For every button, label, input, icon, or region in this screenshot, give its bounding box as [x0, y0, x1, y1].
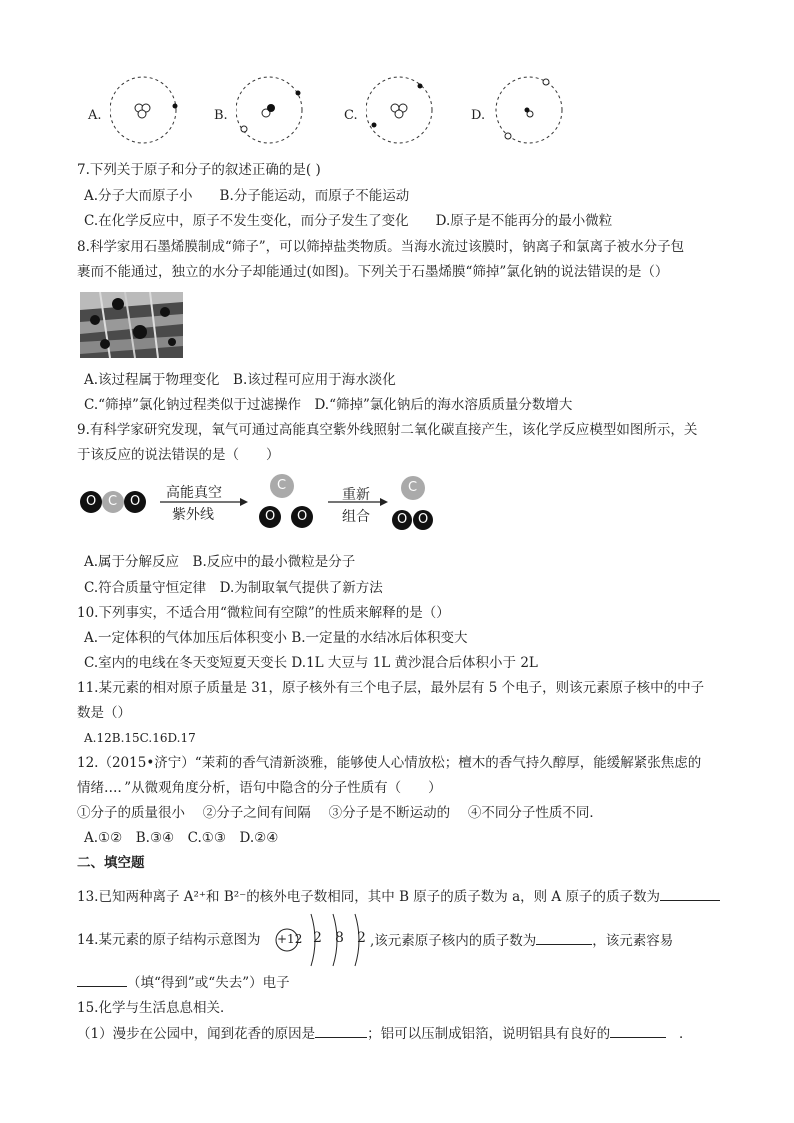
atom-model-b-icon — [236, 70, 318, 152]
arrow2-label-top: 重新 — [342, 487, 370, 503]
atom-label-o: O — [265, 509, 276, 524]
shell-3-electrons: 2 — [357, 930, 366, 946]
q8-stem-line1: 8.科学家用石墨烯膜制成“筛子”，可以筛掉盐类物质。当海水流过该膜时，钠离子和氯离子被水分子包 — [77, 239, 685, 255]
q8-options-ab: A.该过程属于物理变化 B.该过程可应用于海水淡化 — [84, 372, 396, 388]
nucleus-charge: +12 — [277, 932, 303, 946]
q14-electron-blank[interactable] — [77, 972, 127, 987]
arrow1-label-bottom: 紫外线 — [172, 507, 214, 523]
shell-2-electrons: 8 — [335, 930, 344, 946]
atom-model-c-icon — [366, 70, 448, 152]
q14-proton-blank[interactable] — [536, 930, 592, 945]
q14-stem-continued — [370, 930, 673, 951]
q7-options-cd: C.在化学反应中，原子不发生变化，而分子发生了变化 D.原子是不能再分的最小微粒 — [84, 213, 613, 229]
section-heading: 二、填空题 — [77, 855, 145, 871]
q7-stem: 7.下列关于原子和分子的叙述正确的是( ) — [77, 162, 321, 178]
q6-option-a — [80, 70, 200, 160]
option-label: A. — [88, 108, 102, 123]
q13-answer-blank[interactable] — [660, 886, 720, 901]
q6-options — [80, 70, 600, 160]
option-label: B. — [214, 108, 228, 123]
q12-stem-line2: 情绪…．”从微观角度分析，语句中隐含的分子性质有（ ） — [77, 780, 442, 796]
reaction-model-diagram — [80, 470, 460, 540]
q8-options-cd: C.“筛掉”氯化钠过程类似于过滤操作 D.“筛掉”氯化钠后的海水溶质质量分数增大 — [84, 397, 573, 413]
q12-items: ①分子的质量很小 ②分子之间有间隔 ③分子是不断运动的 ④不同分子性质不同． — [77, 805, 603, 821]
q15-sub1 — [77, 1023, 692, 1044]
q11-options: A.12B.15C.16D.17 — [84, 731, 196, 745]
graphene-photo-icon — [80, 292, 183, 358]
atom-label-o: O — [418, 512, 429, 527]
q6-option-d — [463, 70, 583, 160]
atom-model-a-icon — [110, 70, 192, 152]
q10-stem: 10.下列事实，不适合用“微粒间有空隙”的性质来解释的是（） — [77, 605, 450, 621]
atom-label-o: O — [86, 494, 97, 509]
q10-options-cd: C.室内的电线在冬天变短夏天变长 D.1L 大豆与 1L 黄沙混合后体积小于 2L — [84, 655, 538, 671]
q14-text-a: 14.某元素的原子结构示意图为 — [77, 932, 261, 948]
q14-stem — [77, 930, 260, 950]
atom-label-c: C — [408, 480, 418, 495]
atom-label-c: C — [277, 478, 287, 493]
option-label: D. — [471, 108, 486, 123]
q14-text-c: ，该元素容易 — [592, 933, 674, 949]
q12-stem-line1: 12.（2015•济宁）“茉莉的香气清新淡雅，能够使人心情放松；檀木的香气持久醇厚，能缓解紧张焦虑的 — [77, 755, 702, 771]
q12-options: A.①② B.③④ C.①③ D.②④ — [84, 830, 279, 846]
q13-stem — [77, 886, 720, 907]
atom-label-c: C — [108, 494, 118, 509]
arrow2-label-bottom: 组合 — [342, 509, 370, 525]
q9-options-ab: A.属于分解反应 B.反应中的最小微粒是分子 — [84, 554, 356, 570]
q15-property-blank[interactable] — [610, 1023, 666, 1038]
q15-sub1-text-a: （1）漫步在公园中，闻到花香的原因是 — [77, 1026, 316, 1042]
q6-option-c — [336, 70, 456, 160]
q14-line2 — [77, 972, 290, 993]
graphene-membrane-image — [80, 292, 183, 358]
q9-options-cd: C.符合质量守恒定律 D.为制取氧气提供了新方法 — [84, 580, 383, 596]
atomic-structure-diagram — [275, 910, 367, 970]
shell-1-electrons: 2 — [313, 930, 322, 946]
arrow1-label-top: 高能真空 — [166, 485, 222, 501]
q7-options-ab: A.分子大而原子小 B.分子能运动，而原子不能运动 — [84, 188, 410, 204]
q13-text: 13.已知两种离子 A²⁺和 B²⁻的核外电子数相同，其中 B 原子的质子数为 a，则 A 原子的质子数为 — [77, 889, 660, 905]
q9-stem-line2: 于该反应的说法错误的是（ ） — [77, 447, 280, 463]
q10-options-ab: A.一定体积的气体加压后体积变小 B.一定量的水结冰后体积变大 — [84, 630, 468, 646]
atom-model-d-icon — [493, 70, 575, 152]
q9-stem-line1: 9.有科学家研究发现，氧气可通过高能真空紫外线照射二氧化碳直接产生，该化学反应模型如图所示，关 — [77, 422, 698, 438]
atom-label-o: O — [297, 509, 308, 524]
q14-text-b: ,该元素原子核内的质子数为 — [370, 933, 537, 949]
q6-option-b — [206, 70, 326, 160]
q15-fragrance-blank[interactable] — [315, 1023, 367, 1038]
atom-label-o: O — [397, 512, 408, 527]
q11-stem-line2: 数是（） — [77, 705, 131, 721]
q11-stem-line1: 11.某元素的相对原子质量是 31，原子核外有三个电子层，最外层有 5 个电子，则该元素原子核中的中子 — [77, 680, 705, 696]
q15-sub1-text-c: ． — [678, 1026, 693, 1042]
q15-stem: 15.化学与生活息息相关． — [77, 1000, 234, 1016]
option-label: C. — [344, 108, 358, 123]
q15-sub1-text-b: ；铝可以压制成铝箔，说明铝具有良好的 — [367, 1026, 611, 1042]
q8-stem-line2: 裹而不能通过，独立的水分子却能通过(如图)。下列关于石墨烯膜“筛掉”氯化钠的说法错误的是（） — [77, 264, 669, 280]
q14-text-line2: （填“得到”或“失去”）电子 — [127, 975, 290, 991]
atom-label-o: O — [130, 494, 141, 509]
